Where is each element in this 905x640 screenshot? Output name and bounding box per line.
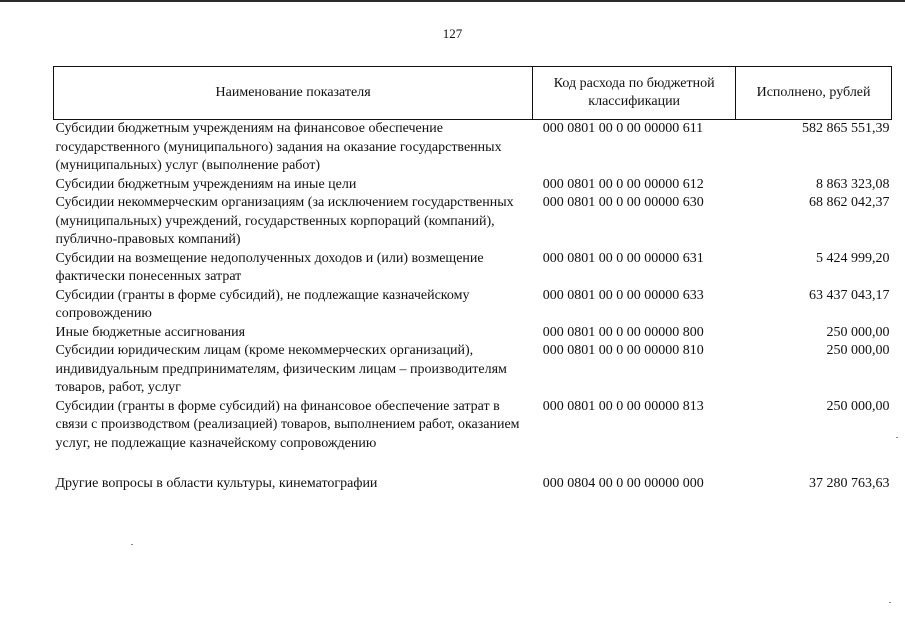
row-code: 000 0804 00 0 00 00000 000	[542, 476, 704, 491]
row-name: Субсидии (гранты в форме субсидий) на финансовое обеспечение затрат в связи с производством (реализацией) товаров, выполнением работ, оказанием услуг, не подлежащие казначейскому сопровождению	[55, 398, 520, 451]
table-row	[54, 324, 892, 343]
page-number: 127	[442, 26, 463, 41]
row-code: 000 0801 00 0 00 00000 813	[542, 398, 704, 414]
top-border	[0, 0, 905, 2]
row-amount: 68 862 042,37	[809, 195, 890, 210]
table-row	[54, 120, 892, 176]
row-name: Субсидии юридическим лицам (кроме некоммерческих организаций), индивидуальным предпринимателям, физическим лицам – производителям товаров, работ, услуг	[55, 343, 507, 395]
scan-speck	[889, 602, 891, 603]
table-row	[54, 176, 892, 195]
table-header-row	[54, 67, 892, 120]
row-name: Субсидии бюджетным учреждениям на иные цели	[55, 176, 357, 192]
row-amount: 250 000,00	[826, 398, 890, 414]
table-row	[54, 475, 892, 494]
row-name: Другие вопросы в области культуры, кинематографии	[55, 476, 378, 491]
row-amount: 250 000,00	[826, 343, 890, 358]
table-row	[54, 287, 892, 324]
row-code: 000 0801 00 0 00 00000 800	[542, 324, 704, 340]
budget-table	[53, 66, 892, 494]
table-row	[54, 398, 892, 454]
row-code: 000 0801 00 0 00 00000 612	[542, 176, 704, 192]
row-amount: 250 000,00	[826, 324, 890, 340]
row-name: Субсидии некоммерческим организациям (за исключением государственных (муниципальных) учреждений, государственных корпораций (компаний), публично-правовых компаний)	[55, 195, 514, 247]
row-amount: 63 437 043,17	[809, 287, 890, 303]
row-name: Субсидии бюджетным учреждениям на финансовое обеспечение государственного (муниципального) задания на оказание государственных (муниципальных) услуг (выполнение работ)	[55, 121, 502, 173]
row-amount: 582 865 551,39	[802, 121, 890, 136]
row-code: 000 0801 00 0 00 00000 810	[542, 343, 704, 358]
row-amount: 5 424 999,20	[816, 250, 890, 266]
row-code: 000 0801 00 0 00 00000 611	[542, 121, 704, 136]
row-code: 000 0801 00 0 00 00000 630	[542, 195, 704, 210]
table-row	[54, 342, 892, 398]
header-executed-amount: Исполнено, рублей	[736, 67, 892, 120]
spacer-row	[54, 453, 892, 475]
row-code: 000 0801 00 0 00 00000 633	[542, 287, 704, 303]
row-name: Субсидии на возмещение недополученных доходов и (или) возмещение фактически понесенных затрат	[55, 250, 484, 284]
scan-speck	[896, 437, 898, 438]
scan-speck	[131, 544, 133, 545]
row-code: 000 0801 00 0 00 00000 631	[542, 250, 704, 266]
table-row	[54, 250, 892, 287]
row-amount: 8 863 323,08	[816, 176, 890, 192]
header-budget-code: Код расхода по бюджетной классификации	[533, 67, 736, 120]
row-amount: 37 280 763,63	[809, 476, 890, 491]
row-name: Иные бюджетные ассигнования	[55, 324, 246, 340]
table-row	[54, 194, 892, 250]
header-indicator-name: Наименование показателя	[54, 67, 533, 120]
row-name: Субсидии (гранты в форме субсидий), не подлежащие казначейскому сопровождению	[55, 287, 470, 321]
